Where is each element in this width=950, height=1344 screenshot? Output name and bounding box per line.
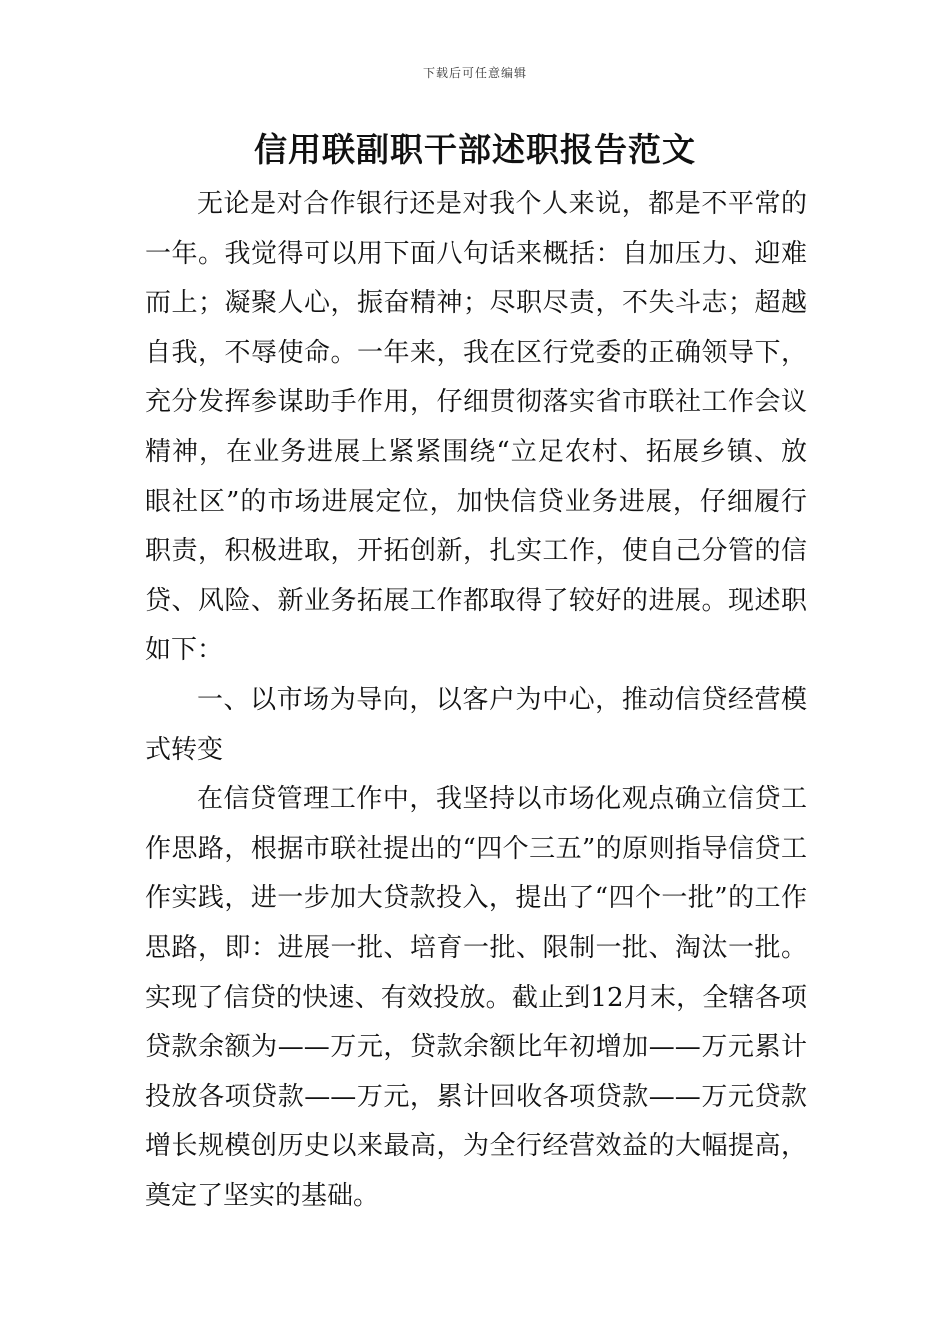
header-note: 下载后可任意编辑 <box>422 66 527 80</box>
paragraph-credit-management: 在信贷管理工作中，我坚持以市场化观点确立信贷工作思路，根据市联社提出的“四个三五”的原则指导信贷工作实践，进一步加大贷款投入，提出了“四个一批”的工作思路，即：进展一批、培育一批、限制一批、淘汰一批。实现了信贷的快速、有效投放。截止到12月末，全辖各项贷款余额为——万元，贷款余额比年初增加——万元累计投放各项贷款——万元，累计回收各项贷款——万元贷款增长规模创历史以来最高，为全行经营效益的大幅提高，奠定了坚实的基础。 <box>145 784 807 1211</box>
paragraph-intro: 无论是对合作银行还是对我个人来说，都是不平常的一年。我觉得可以用下面八句话来概括：自加压力、迎难而上；凝聚人心，振奋精神；尽职尽责，不失斗志；超越自我，不辱使命。一年来，我在区行党委的正确领导下，充分发挥参谋助手作用，仔细贯彻落实省市联社工作会议精神，在业务进展上紧紧围绕“立足农村、拓展乡镇、放眼社区”的市场进展定位，加快信贷业务进展，仔细履行职责，积极进取，开拓创新，扎实工作，使自己分管的信贷、风险、新业务拓展工作都取得了较好的进展。现述职如下： <box>145 189 807 666</box>
document-body <box>145 180 807 1221</box>
document-title: 信用联副职干部述职报告范文 <box>254 130 696 169</box>
section-heading-1: 一、以市场为导向，以客户为中心，推动信贷经营模式转变 <box>145 684 807 765</box>
